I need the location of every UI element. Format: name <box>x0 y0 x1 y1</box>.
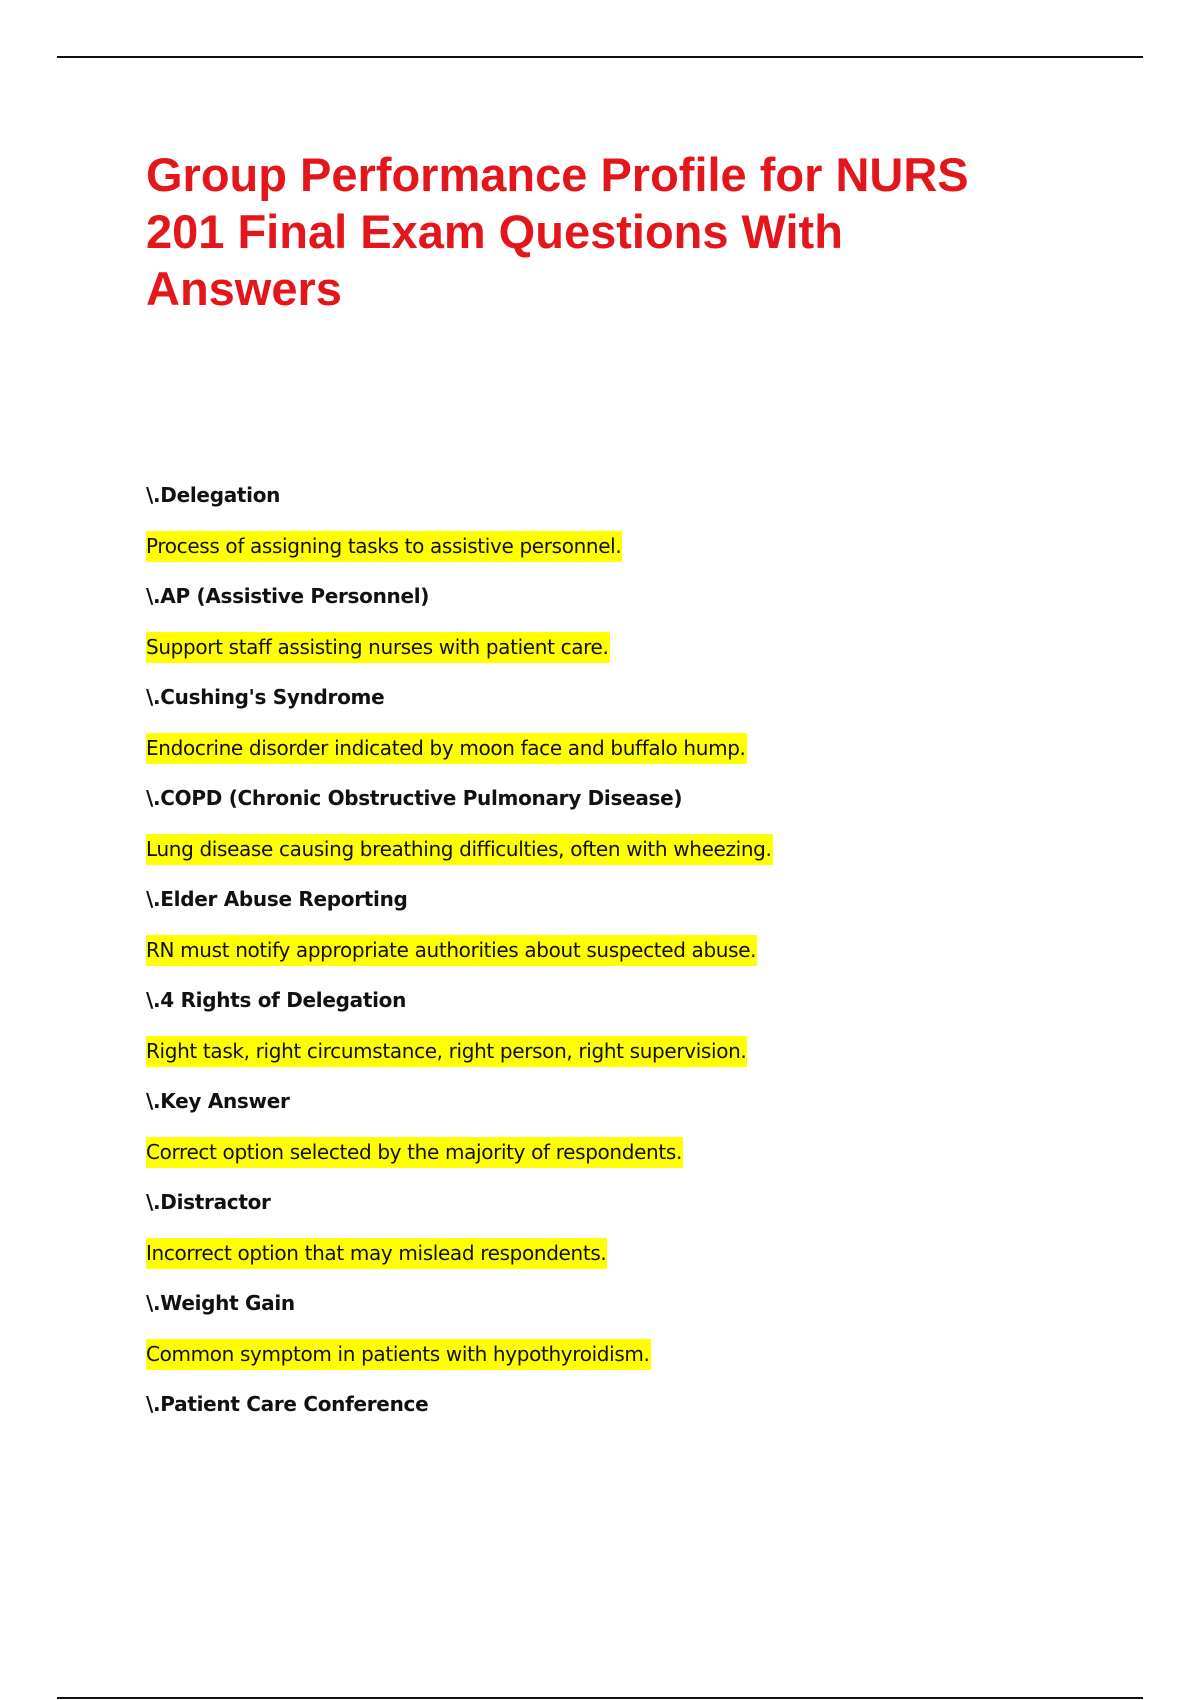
highlighted-answer: Correct option selected by the majority of respondents. <box>146 1137 683 1168</box>
list-item <box>146 679 1106 780</box>
list-item <box>146 578 1106 679</box>
highlighted-answer: Right task, right circumstance, right person, right supervision. <box>146 1036 747 1067</box>
term: \.AP (Assistive Personnel) <box>146 584 430 608</box>
term: \.Cushing's Syndrome <box>146 685 385 709</box>
list-item <box>146 1184 1106 1285</box>
qa-list <box>146 477 1106 1437</box>
list-item <box>146 1386 1106 1437</box>
highlighted-answer: Incorrect option that may mislead respondents. <box>146 1238 607 1269</box>
top-rule <box>57 56 1143 58</box>
highlighted-answer: Lung disease causing breathing difficulties, often with wheezing. <box>146 834 773 865</box>
term: \.Delegation <box>146 483 281 507</box>
list-item <box>146 780 1106 881</box>
highlighted-answer: Support staff assisting nurses with patient care. <box>146 632 610 663</box>
page-title: Group Performance Profile for NURS 201 Final Exam Questions With Answers <box>146 148 969 315</box>
list-item <box>146 881 1106 982</box>
list-item <box>146 1083 1106 1184</box>
term: \.Patient Care Conference <box>146 1392 429 1416</box>
highlighted-answer: Process of assigning tasks to assistive personnel. <box>146 531 622 562</box>
highlighted-answer: Common symptom in patients with hypothyroidism. <box>146 1339 651 1370</box>
bottom-rule <box>57 1697 1143 1699</box>
term: \.COPD (Chronic Obstructive Pulmonary Disease) <box>146 786 683 810</box>
term: \.Elder Abuse Reporting <box>146 887 408 911</box>
term: \.Distractor <box>146 1190 271 1214</box>
highlighted-answer: Endocrine disorder indicated by moon face and buffalo hump. <box>146 733 747 764</box>
list-item <box>146 982 1106 1083</box>
list-item <box>146 477 1106 578</box>
highlighted-answer: RN must notify appropriate authorities about suspected abuse. <box>146 935 757 966</box>
term: \.Weight Gain <box>146 1291 295 1315</box>
list-item <box>146 1285 1106 1386</box>
term: \.Key Answer <box>146 1089 290 1113</box>
term: \.4 Rights of Delegation <box>146 988 407 1012</box>
